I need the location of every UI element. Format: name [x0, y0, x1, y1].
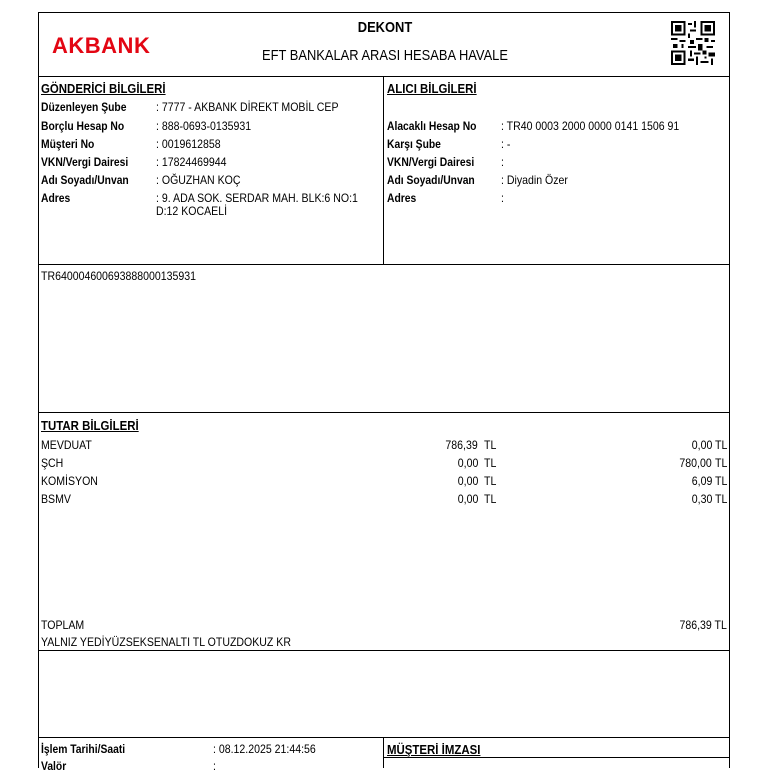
- receiver-tax-label: VKN/Vergi Dairesi: [387, 155, 475, 169]
- sender-section-title: GÖNDERİCİ BİLGİLERİ: [41, 81, 166, 96]
- receiver-address-label: Adres: [387, 191, 417, 205]
- receiver-branch-value: : -: [501, 137, 511, 151]
- total-label: TOPLAM: [41, 618, 85, 632]
- receiver-section-title: ALICI BİLGİLERİ: [387, 81, 477, 96]
- total-in-words: YALNIZ YEDİYÜZSEKSENALTI TL OTUZDOKUZ KR: [41, 635, 291, 649]
- divider: [383, 76, 384, 264]
- amount-row-name: KOMİSYON: [41, 474, 98, 488]
- receiver-account-label: Alacaklı Hesap No: [387, 119, 477, 133]
- amount-row-currency1: TL: [484, 456, 497, 470]
- amount-row-value2: 0,00: [691, 438, 712, 452]
- amount-row-name: BSMV: [41, 492, 71, 506]
- sender-customer-no-label: Müşteri No: [41, 137, 95, 151]
- receiver-tax-value: :: [501, 155, 504, 169]
- total-value: 786,39 TL: [679, 618, 727, 632]
- document-subtitle: EFT BANKALAR ARASI HESABA HAVALE: [262, 47, 508, 64]
- document-title: DEKONT: [357, 19, 413, 36]
- amounts-section-title: TUTAR BİLGİLERİ: [41, 418, 139, 433]
- divider: [38, 737, 730, 738]
- divider: [38, 264, 730, 265]
- sender-branch-value: : 7777 - AKBANK DİREKT MOBİL CEP: [156, 100, 339, 114]
- amount-row-currency2: TL: [715, 492, 728, 506]
- sender-address-label: Adres: [41, 191, 71, 205]
- amount-row-value2: 0,30: [691, 492, 712, 506]
- amount-row-value1: 0,00: [457, 492, 478, 506]
- transaction-date-value: : 08.12.2025 21:44:56: [213, 742, 316, 756]
- receiver-name-value: : Diyadin Özer: [501, 173, 568, 187]
- amount-row-currency1: TL: [484, 492, 497, 506]
- divider: [383, 757, 730, 758]
- qr-code-icon: [671, 21, 715, 65]
- signature-title: MÜŞTERİ İMZASI: [387, 742, 481, 757]
- amount-row-currency1: TL: [484, 438, 497, 452]
- transaction-date-label: İşlem Tarihi/Saati: [41, 742, 126, 756]
- sender-branch-label: Düzenleyen Şube: [41, 100, 127, 114]
- amount-row-value1: 0,00: [457, 456, 478, 470]
- valor-label: Valör: [41, 759, 67, 773]
- amount-row-currency2: TL: [715, 474, 728, 488]
- bank-logo: AKBANK: [52, 33, 151, 58]
- sender-name-value: : OĞUZHAN KOÇ: [156, 173, 241, 187]
- sender-customer-no-value: : 0019612858: [156, 137, 221, 151]
- transaction-description: TR640004600693888000135931: [41, 269, 197, 283]
- divider: [38, 650, 730, 651]
- amount-row-name: MEVDUAT: [41, 438, 92, 452]
- receiver-address-value: :: [501, 191, 504, 205]
- divider: [383, 737, 384, 768]
- amount-row-currency2: TL: [715, 438, 728, 452]
- sender-account-value: : 888-0693-0135931: [156, 119, 252, 133]
- amount-row-currency1: TL: [484, 474, 497, 488]
- sender-address-value-line2: D:12 KOCAELİ: [156, 204, 228, 218]
- divider: [38, 76, 730, 77]
- receiver-account-value: : TR40 0003 2000 0000 0141 1506 91: [501, 119, 680, 133]
- sender-address-value: : 9. ADA SOK. SERDAR MAH. BLK:6 NO:1: [156, 191, 358, 205]
- sender-tax-value: : 17824469944: [156, 155, 227, 169]
- amount-row-value2: 780,00: [679, 456, 712, 470]
- amount-row-value2: 6,09: [691, 474, 712, 488]
- receiver-name-label: Adı Soyadı/Unvan: [387, 173, 475, 187]
- divider: [38, 412, 730, 413]
- amount-row-value1: 0,00: [457, 474, 478, 488]
- valor-value: :: [213, 759, 216, 773]
- amount-row-name: ŞCH: [41, 456, 64, 470]
- sender-account-label: Borçlu Hesap No: [41, 119, 125, 133]
- sender-tax-label: VKN/Vergi Dairesi: [41, 155, 129, 169]
- sender-name-label: Adı Soyadı/Unvan: [41, 173, 129, 187]
- amount-row-currency2: TL: [715, 456, 728, 470]
- amount-row-value1: 786,39: [445, 438, 478, 452]
- receiver-branch-label: Karşı Şube: [387, 137, 441, 151]
